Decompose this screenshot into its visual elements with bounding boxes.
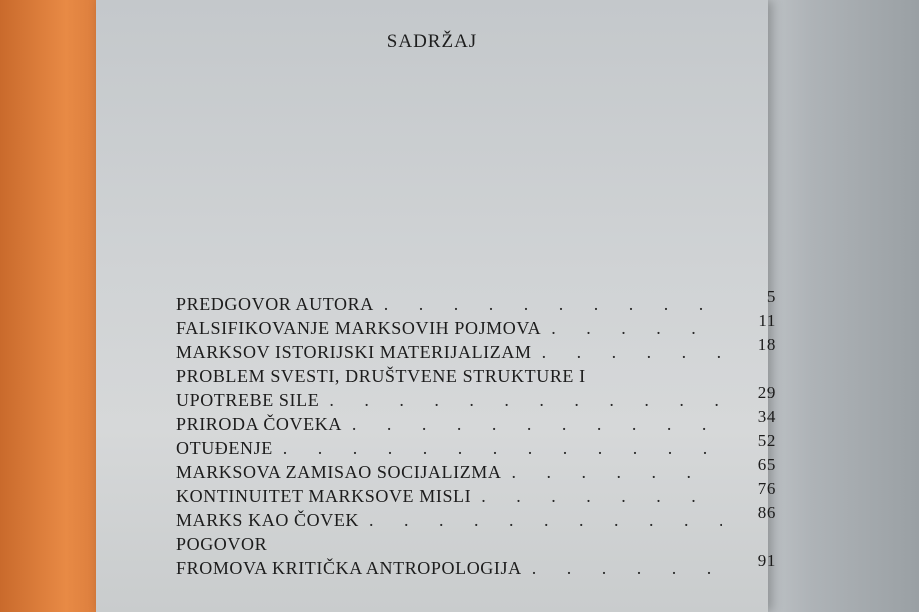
toc-entry — [176, 311, 776, 342]
toc-entry-page: 91 — [757, 551, 776, 570]
toc-entry-title: FROMOVA KRITIČKA ANTROPOLOGIJA — [176, 558, 522, 578]
toc-entry-page: 86 — [757, 503, 776, 522]
toc-entry-title: OTUĐENJE — [176, 438, 273, 458]
toc-entry — [176, 431, 776, 462]
toc-entry — [176, 534, 776, 558]
dot-leader — [283, 438, 722, 459]
toc-entry — [176, 479, 776, 510]
toc-entry-title: PRIRODA ČOVEKA — [176, 414, 342, 434]
dot-leader — [384, 294, 722, 315]
toc-entry-title: PROBLEM SVESTI, DRUŠTVENE STRUKTURE I — [176, 366, 586, 386]
toc-entry-page: 76 — [757, 479, 776, 498]
toc-entry-title: MARKSOV ISTORIJSKI MATERIJALIZAM — [176, 342, 532, 362]
toc-entry — [176, 455, 776, 486]
contents-heading: SADRŽAJ — [386, 31, 478, 52]
toc-entry-page: 29 — [757, 383, 776, 402]
dot-leader — [481, 486, 722, 507]
toc-entry-title: MARKS KAO ČOVEK — [176, 510, 360, 530]
toc-entry — [176, 551, 776, 582]
dot-leader — [352, 414, 722, 435]
orange-background — [0, 0, 110, 612]
dot-leader — [542, 342, 722, 363]
dot-leader — [512, 462, 722, 483]
book-page — [96, 0, 776, 612]
toc-entry-title: PREDGOVOR AUTORA — [176, 294, 374, 314]
toc-entry-title: MARKSOVA ZAMISAO SOCIJALIZMA — [176, 462, 502, 482]
toc-entry — [176, 366, 776, 390]
toc-entry-page: 5 — [766, 287, 776, 306]
toc-entry-page: 34 — [757, 407, 776, 426]
dot-leader — [551, 318, 722, 339]
toc-entry-title: POGOVOR — [176, 534, 268, 554]
toc-entry — [176, 383, 776, 414]
toc-entry-title: UPOTREBE SILE — [176, 390, 320, 410]
toc-entry — [176, 287, 776, 318]
table-of-contents — [176, 287, 776, 582]
toc-entry — [176, 503, 776, 534]
toc-entry-page: 18 — [757, 335, 776, 354]
toc-entry-page: 52 — [757, 431, 776, 450]
toc-entry — [176, 335, 776, 366]
dot-leader — [329, 390, 722, 411]
toc-entry-title: FALSIFIKOVANJE MARKSOVIH POJMOVA — [176, 318, 542, 338]
toc-entry — [176, 407, 776, 438]
toc-entry-title: KONTINUITET MARKSOVE MISLI — [176, 486, 472, 506]
toc-entry-page: 65 — [757, 455, 776, 474]
dot-leader — [532, 558, 722, 579]
toc-entry-page: 11 — [758, 311, 776, 330]
dot-leader — [369, 510, 722, 531]
